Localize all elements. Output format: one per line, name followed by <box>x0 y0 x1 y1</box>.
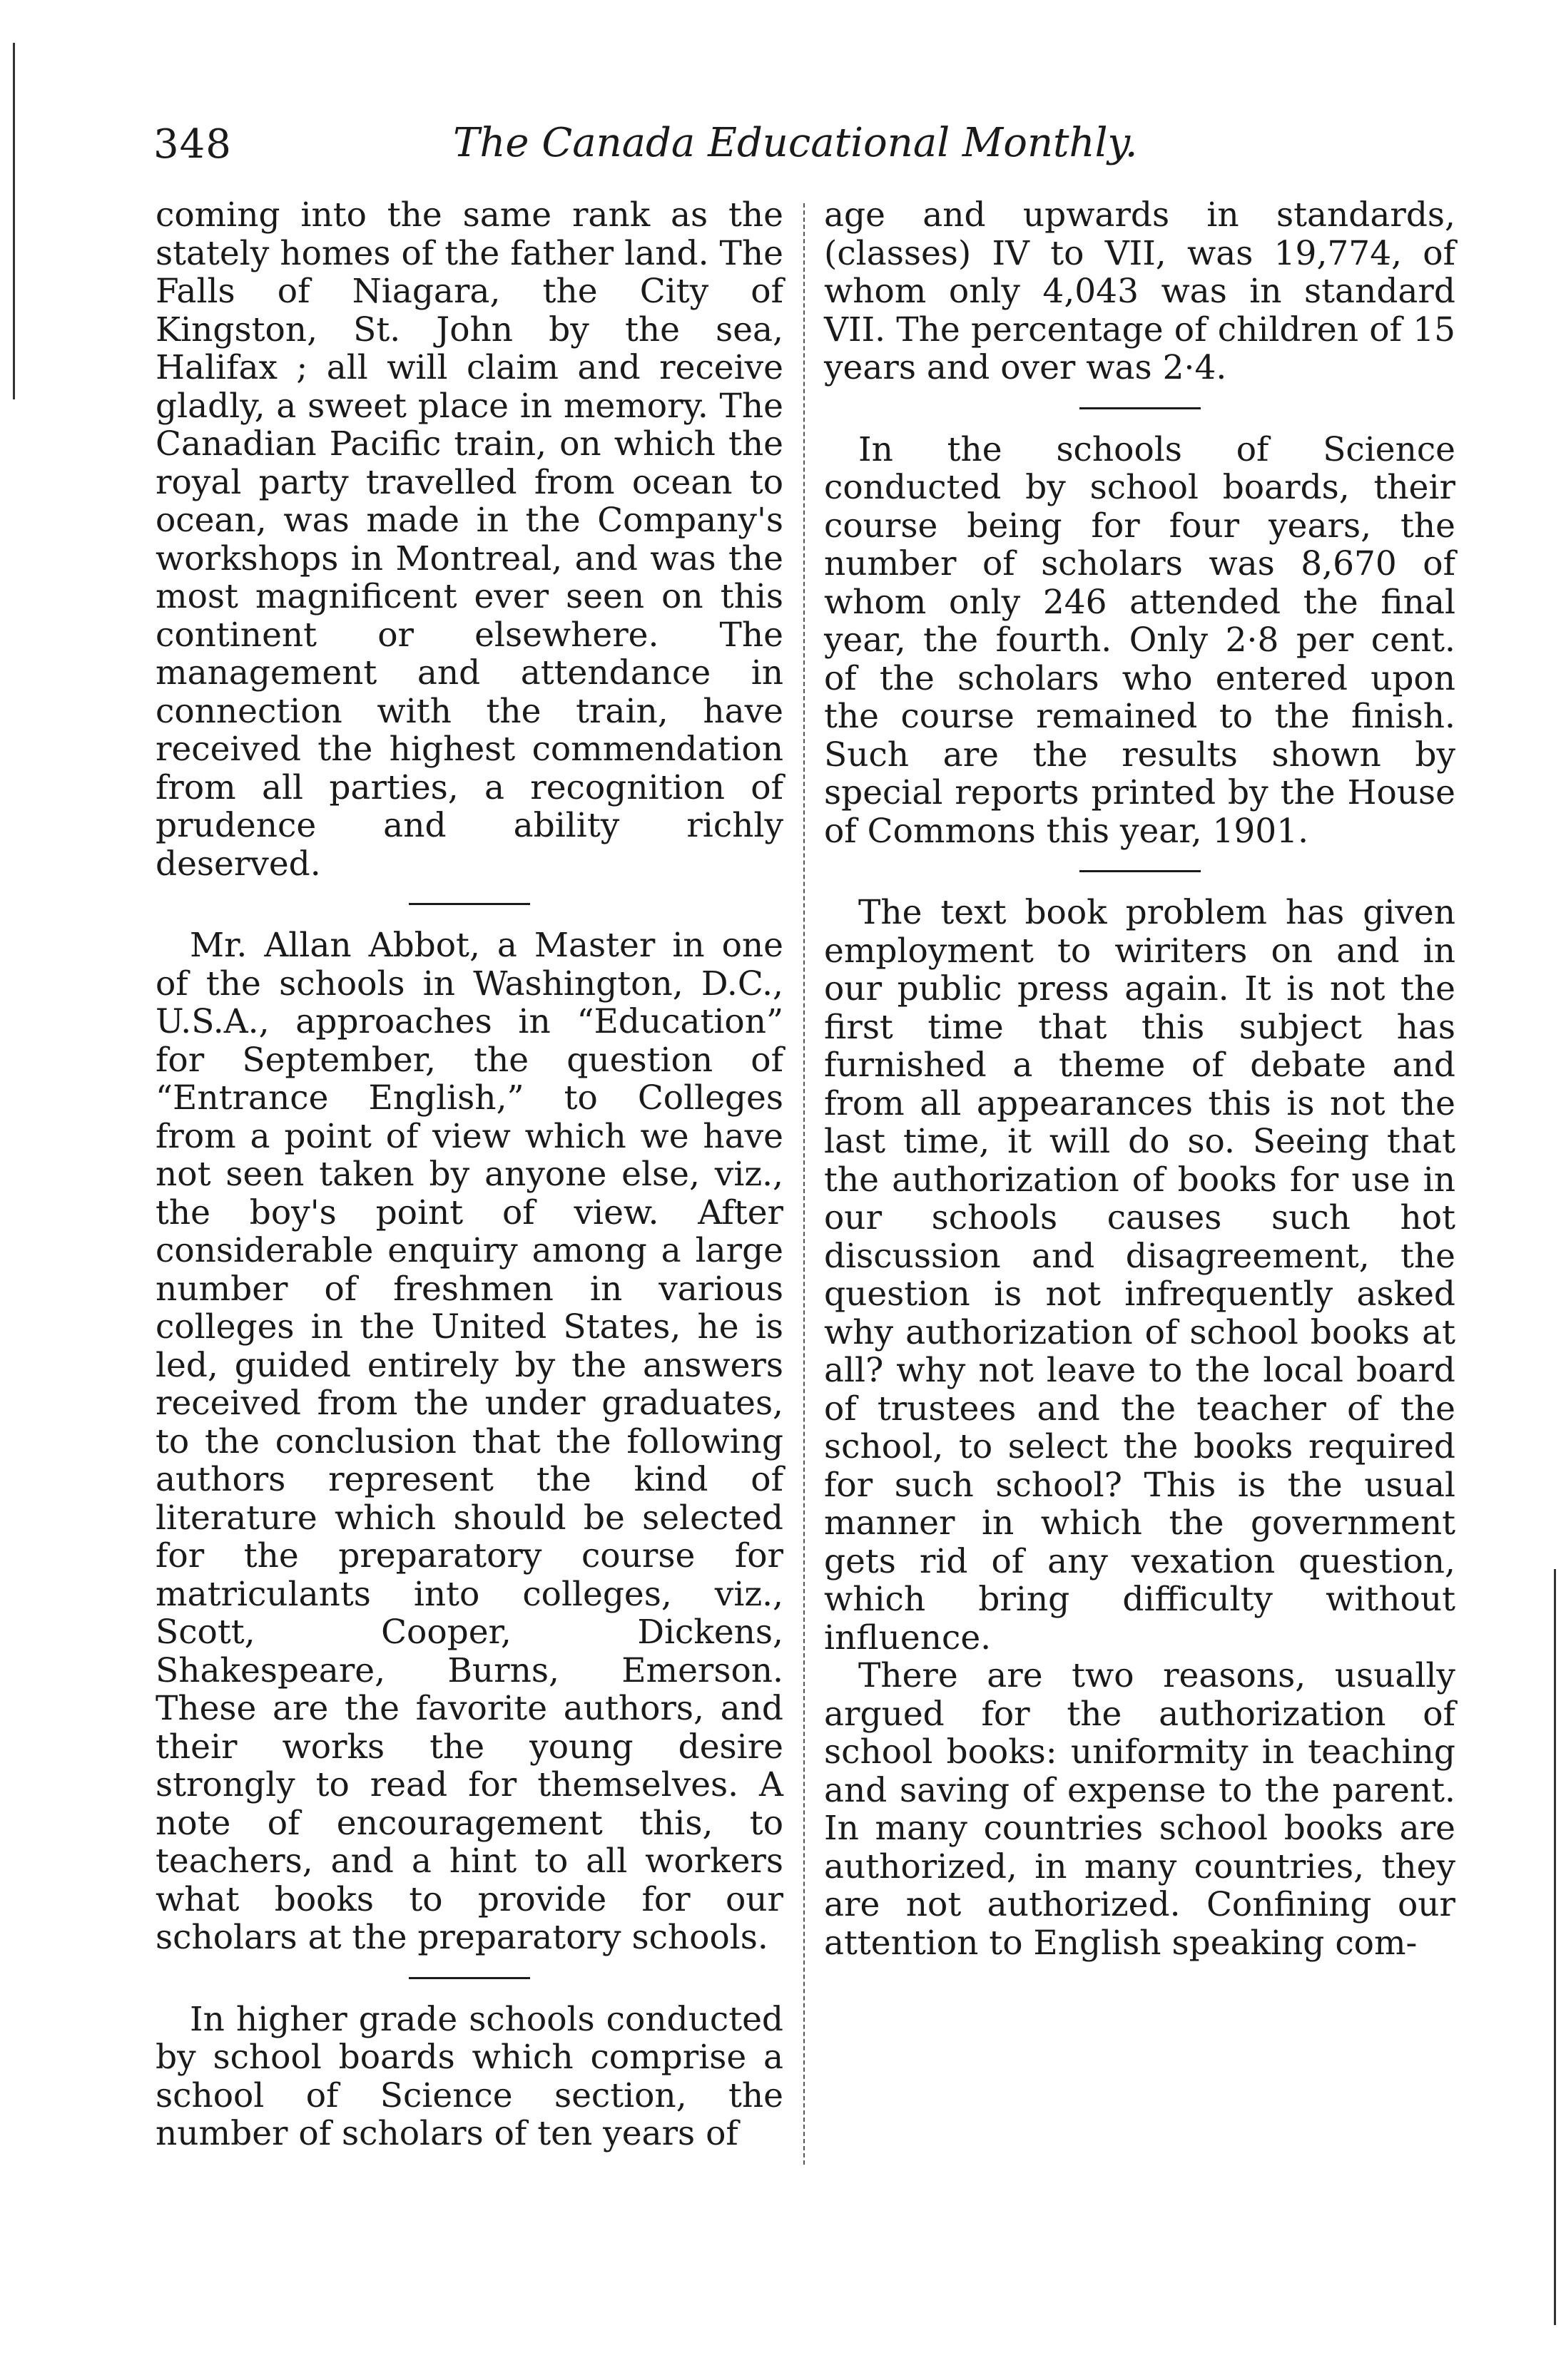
column-divider <box>803 203 805 2165</box>
left-column <box>156 196 783 2153</box>
section-rule <box>1079 407 1201 409</box>
paragraph: coming into the same rank as the stately homes of the father land. The Falls of Niagara, the City of Kingston, St. John by the sea, Halifax ; all will claim and receive gladly, a sweet place in memory. The Canadian Pacific train, on which the royal party travelled from ocean to ocean, was made in the Company's workshops in Montreal, and was the most magnificent ever seen on this continent or elsewhere. The management and attendance in connection with the train, have received the highest commendation from all parties, a recognition of prudence and ability richly deserved. <box>156 195 783 884</box>
paragraph: In higher grade schools conducted by school boards which comprise a school of Science section, the number of scholars of ten years of <box>156 1999 783 2153</box>
paragraph: age and upwards in standards, (classes) IV to VII, was 19,774, of whom only 4,043 was in standard VII. The percentage of children of 15 years and over was 2·4. <box>824 195 1455 387</box>
running-title: The Canada Educational Monthly. <box>453 120 1138 166</box>
paragraph: There are two reasons, usually argued for the authorization of school books: uniformity in teaching and saving of expense to the parent. In many countries school books are authorized, in many countries, they are not authorized. Confining our attention to English speaking com- <box>824 1656 1455 1963</box>
page-edge-mark <box>1554 1569 1556 2325</box>
right-column <box>824 196 1455 1962</box>
paragraph: The text book problem has given employment to wiriters on and in our public press again. It is not the first time that this subject has furnished a theme of debate and from all appearances this is not the last time, it will do so. Seeing that the authorization of books for use in our schools causes such hot discussion and disagreement, the question is not infrequently asked why authorization of school books at all? why not leave to the local board of trustees and the teacher of the school, to select the books required for such school? This is the usual manner in which the government gets rid of any vexation question, which bring difficulty without influence. <box>824 893 1455 1658</box>
paragraph: In the schools of Science conducted by school boards, their course being for four years, the number of scholars was 8,670 of whom only 246 attended the final year, the fourth. Only 2·8 per cent. of the scholars who entered upon the course remained to the finish. Such are the results shown by special reports printed by the House of Commons this year, 1901. <box>824 429 1455 851</box>
section-rule <box>409 1977 530 1979</box>
page-header <box>153 107 1266 171</box>
section-rule <box>409 903 530 905</box>
section-rule <box>1079 870 1201 872</box>
page-edge-mark <box>13 43 15 399</box>
paragraph: Mr. Allan Abbot, a Master in one of the schools in Washington, D.C., U.S.A., approaches in “Education” for September, the question of “Entrance English,” to Colleges from a point of view which we have not seen taken by anyone else, viz., the boy's point of view. After considerable enquiry among a large number of freshmen in various colleges in the United States, he is led, guided entirely by the answers received from the under graduates, to the conclusion that the following authors represent the kind of literature which should be selected for the preparatory course for matriculants into colleges, viz., Scott, Cooper, Dickens, Shakespeare, Burns, Emerson. These are the favorite authors, and their works the young desire strongly to read for themselves. A note of encouragement this, to teachers, and a hint to all workers what books to provide for our scholars at the preparatory schools. <box>156 926 783 1957</box>
page-number: 348 <box>153 121 232 168</box>
